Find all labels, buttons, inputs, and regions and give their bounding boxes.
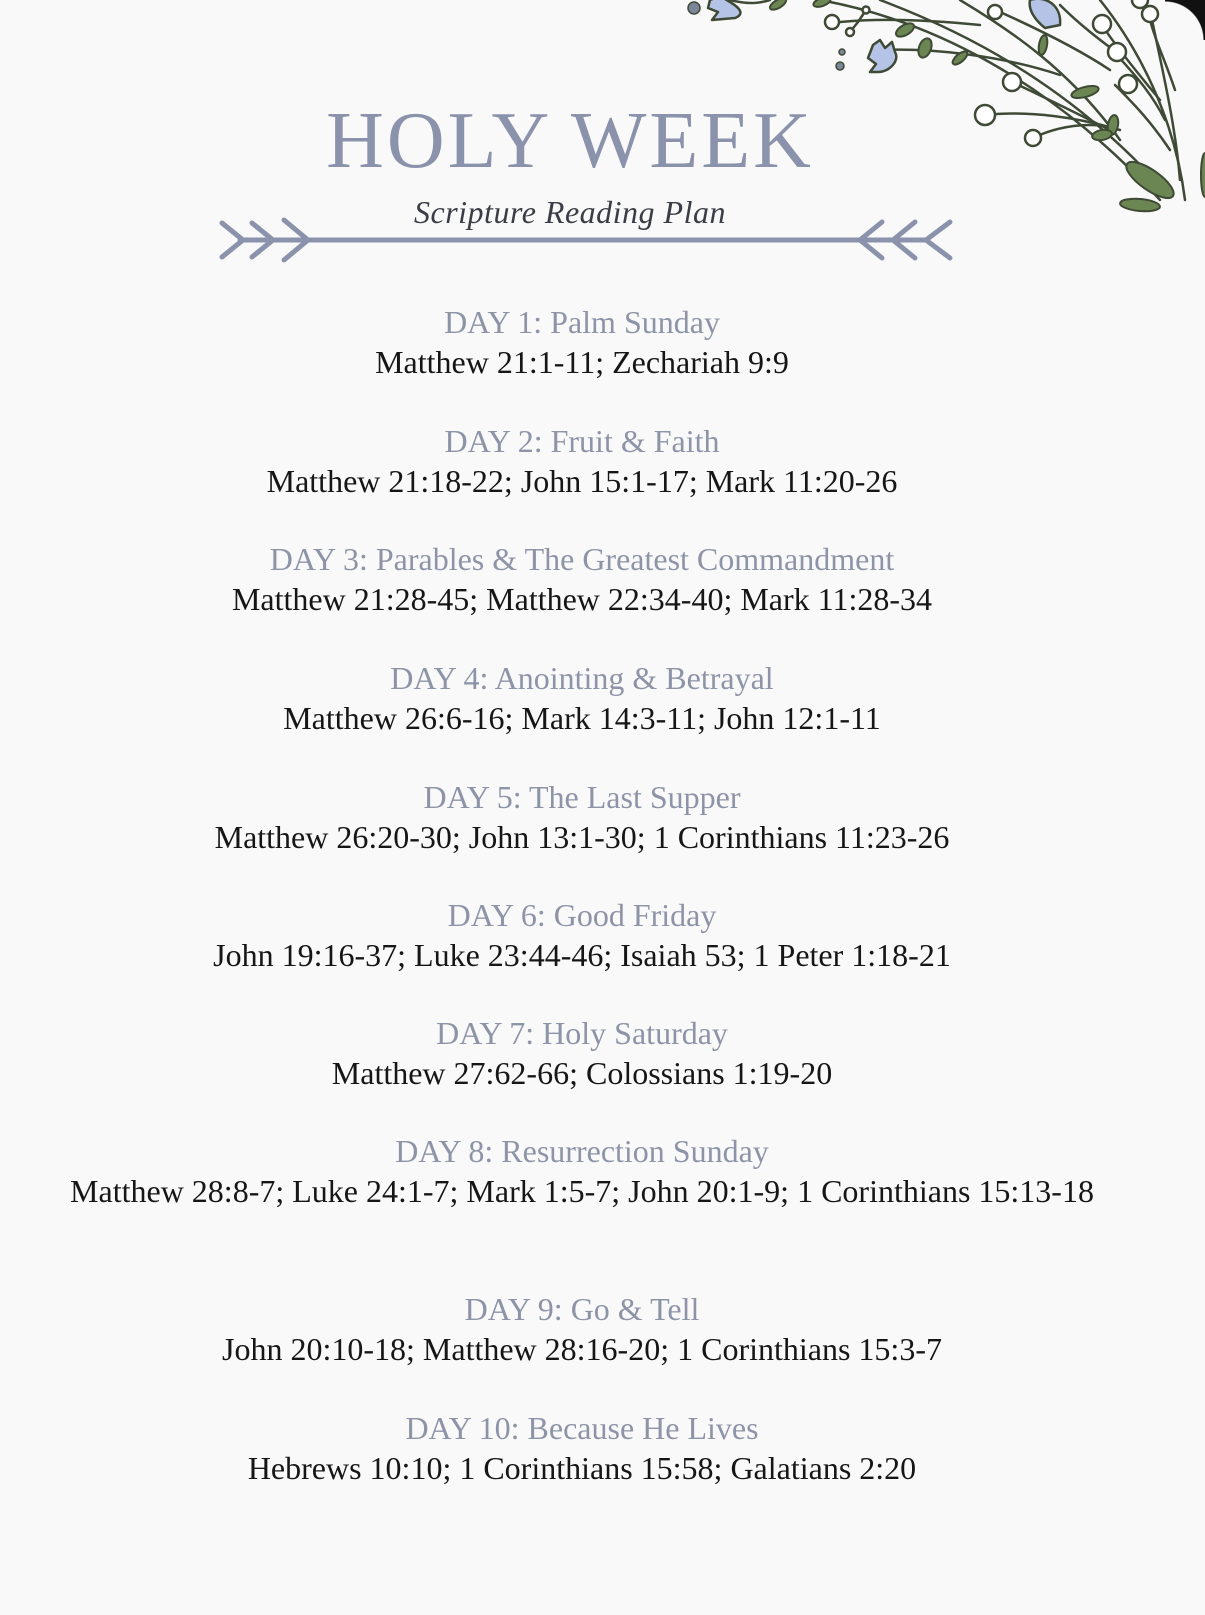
scripture-references: Matthew 21:28-45; Matthew 22:34-40; Mark 11:28-34 bbox=[231, 581, 933, 617]
scripture-references: Matthew 21:1-11; Zechariah 9:9 bbox=[375, 344, 789, 380]
day-entry bbox=[0, 1131, 1200, 1211]
day-entry bbox=[0, 1408, 1200, 1488]
day-entry bbox=[0, 1013, 1200, 1093]
day-heading: DAY 1: Palm Sunday bbox=[444, 304, 720, 340]
scripture-references: Matthew 26:20-30; John 13:1-30; 1 Corinthians 11:23-26 bbox=[214, 819, 950, 855]
day-heading: DAY 6: Good Friday bbox=[447, 897, 717, 933]
day-entry bbox=[0, 539, 1200, 619]
arrow-divider-icon bbox=[210, 212, 960, 264]
page-subtitle: Scripture Reading Plan bbox=[414, 194, 726, 230]
day-entry bbox=[0, 421, 1200, 501]
day-entry bbox=[0, 658, 1200, 738]
day-heading: DAY 2: Fruit & Faith bbox=[444, 423, 720, 459]
day-entry bbox=[0, 895, 1200, 975]
day-heading: DAY 7: Holy Saturday bbox=[436, 1015, 728, 1051]
day-heading: DAY 9: Go & Tell bbox=[464, 1291, 700, 1327]
rounded-corner bbox=[1165, 0, 1205, 40]
day-heading: DAY 5: The Last Supper bbox=[423, 779, 741, 815]
day-entry bbox=[0, 1289, 1200, 1369]
day-heading: DAY 8: Resurrection Sunday bbox=[395, 1133, 769, 1169]
day-heading: DAY 3: Parables & The Greatest Commandment bbox=[269, 541, 895, 577]
scripture-references: John 19:16-37; Luke 23:44-46; Isaiah 53; 1 Peter 1:18-21 bbox=[213, 937, 951, 973]
day-entry bbox=[0, 302, 1200, 382]
day-heading: DAY 4: Anointing & Betrayal bbox=[390, 660, 774, 696]
scripture-references: Matthew 27:62-66; Colossians 1:19-20 bbox=[331, 1055, 833, 1091]
scripture-references: Matthew 28:8-7; Luke 24:1-7; Mark 1:5-7; John 20:1-9; 1 Corinthians 15:13-18 bbox=[70, 1173, 1094, 1209]
page-title: HOLY WEEK bbox=[326, 97, 814, 185]
day-heading: DAY 10: Because He Lives bbox=[405, 1410, 759, 1446]
scripture-references: Matthew 26:6-16; Mark 14:3-11; John 12:1-11 bbox=[283, 700, 881, 736]
scripture-references: John 20:10-18; Matthew 28:16-20; 1 Corinthians 15:3-7 bbox=[222, 1331, 942, 1367]
scripture-references: Matthew 21:18-22; John 15:1-17; Mark 11:20-26 bbox=[266, 463, 898, 499]
day-entry bbox=[0, 777, 1200, 857]
scripture-references: Hebrews 10:10; 1 Corinthians 15:58; Galatians 2:20 bbox=[247, 1450, 917, 1486]
